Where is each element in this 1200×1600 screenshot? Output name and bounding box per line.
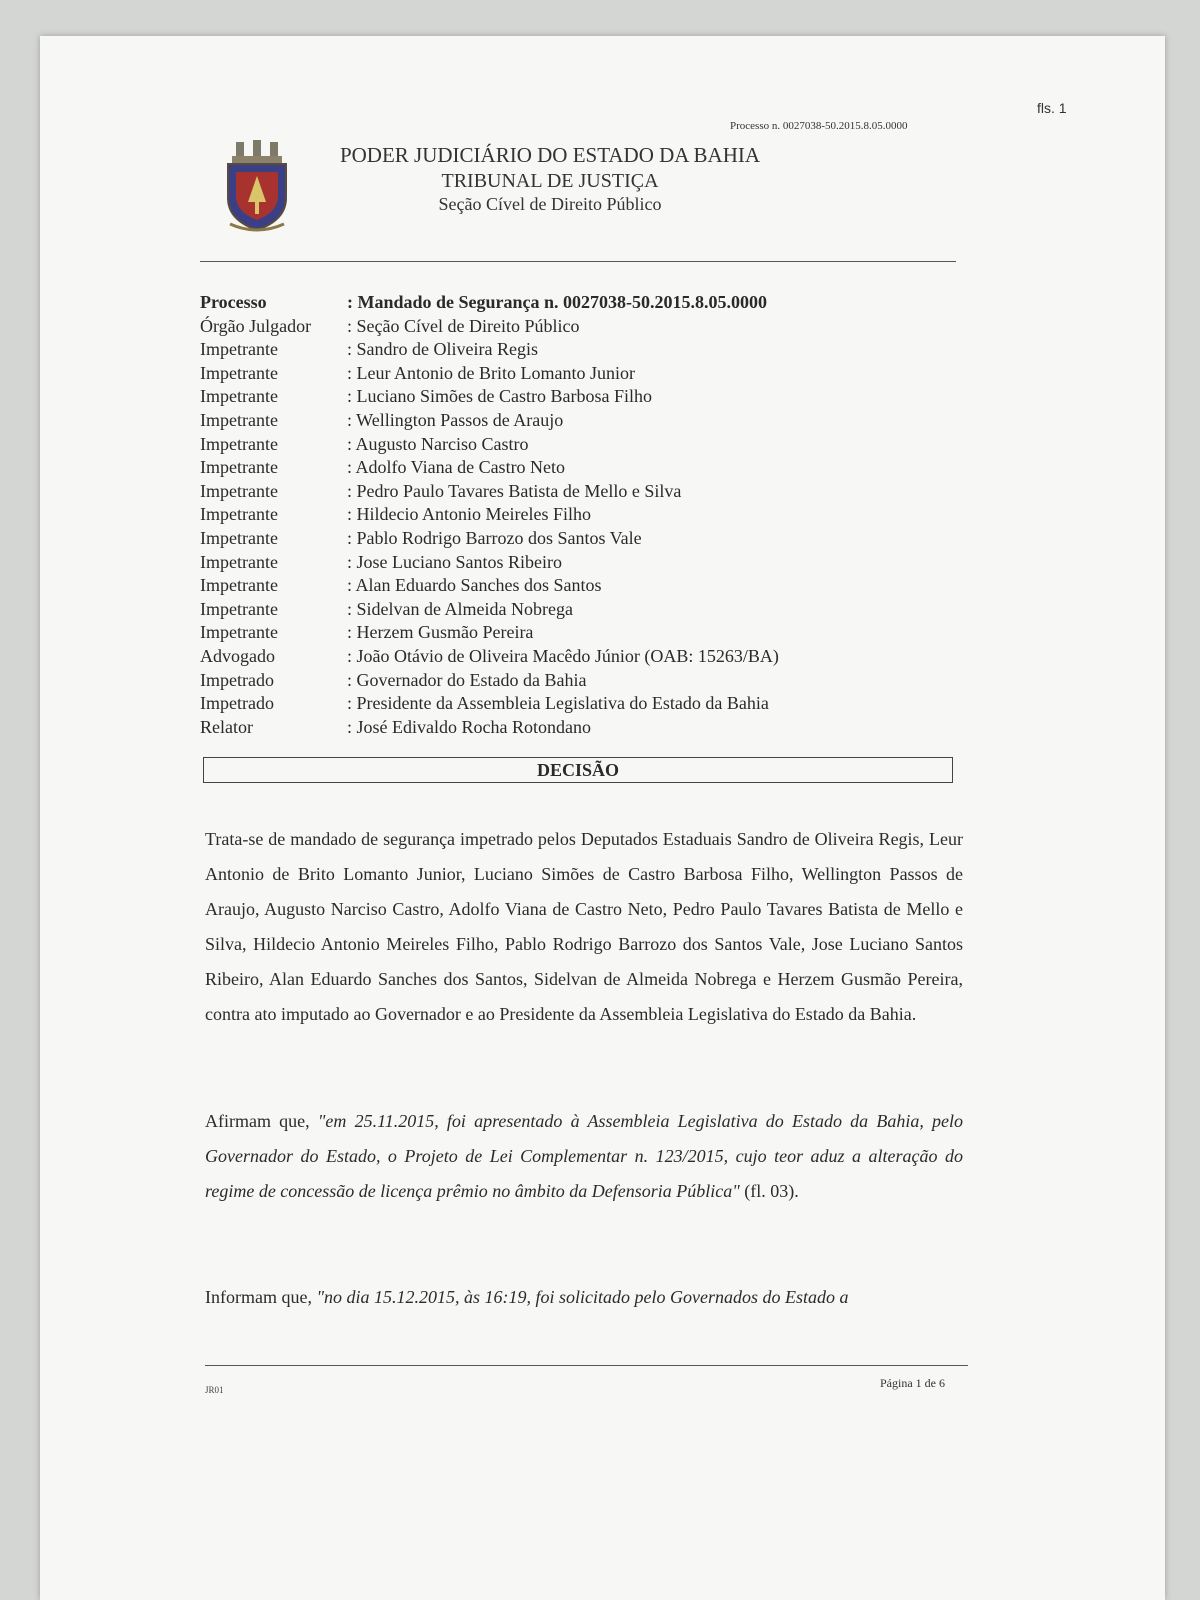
page-number: Página 1 de 6: [880, 1376, 945, 1390]
meta-label: Impetrante: [200, 480, 278, 501]
meta-row: [200, 692, 960, 716]
meta-label: Impetrante: [200, 575, 278, 596]
court-name: PODER JUDICIÁRIO DO ESTADO DA BAHIA: [339, 143, 761, 167]
footer-divider: [205, 1365, 968, 1366]
meta-label: Impetrante: [200, 622, 278, 643]
meta-label: Impetrado: [200, 693, 274, 714]
meta-label: Impetrante: [200, 527, 278, 548]
meta-row: [200, 480, 960, 504]
meta-label: Impetrado: [200, 669, 274, 690]
meta-label: Impetrante: [200, 504, 278, 525]
meta-value: : Luciano Simões de Castro Barbosa Filho: [347, 386, 652, 407]
meta-row: [200, 669, 960, 693]
meta-row: [200, 338, 960, 362]
paragraph-intro: Trata-se de mandado de segurança impetrado pelos Deputados Estaduais Sandro de Oliveira Regis, Leur Antonio de Brito Lomanto Junior, Luciano Simões de Castro Barbosa Filho, Wellington Passos de Araujo, Augusto Narciso Castro, Adolfo Viana de Castro Neto, Pedro Paulo Tavares Batista de Mello e Silva, Hildecio Antonio Meireles Filho, Pablo Rodrigo Barrozo dos Santos Vale, Jose Luciano Santos Ribeiro, Alan Eduardo Sanches dos Santos, Sidelvan de Almeida Nobrega e Herzem Gusmão Pereira, contra ato imputado ao Governador e ao Presidente da Assembleia Legislativa do Estado da Bahia.: [205, 829, 963, 1024]
paragraph-affirm: [205, 1104, 963, 1209]
meta-label: Impetrante: [200, 339, 278, 360]
footer-code: JR01: [205, 1385, 224, 1395]
meta-row: [200, 527, 960, 551]
meta-value: : Governador do Estado da Bahia: [347, 669, 587, 690]
meta-label: Órgão Julgador: [200, 315, 312, 336]
meta-label: Impetrante: [200, 433, 278, 454]
meta-label: Relator: [200, 716, 253, 737]
paragraph-inform: [205, 1280, 963, 1315]
meta-value: : João Otávio de Oliveira Macêdo Júnior (OAB: 15263/BA): [347, 645, 779, 666]
meta-value: : Presidente da Assembleia Legislativa do Estado da Bahia: [347, 693, 769, 714]
case-metadata: [200, 291, 960, 739]
meta-row: [200, 598, 960, 622]
meta-label: Advogado: [200, 645, 275, 666]
meta-value: : Pablo Rodrigo Barrozo dos Santos Vale: [347, 527, 642, 548]
meta-value: : Hildecio Antonio Meireles Filho: [347, 504, 591, 525]
meta-value: : Herzem Gusmão Pereira: [347, 622, 534, 643]
coat-of-arms-icon: [222, 140, 292, 235]
quoted-text: "em 25.11.2015, foi apresentado à Assembleia Legislativa do Estado da Bahia, pelo Governador do Estado, o Projeto de Lei Complementar n. 123/2015, cujo teor aduz a alteração do regime de concessão de licença prêmio no âmbito da Defensoria Pública": [205, 1111, 964, 1201]
meta-row: [200, 716, 960, 740]
meta-row: [200, 409, 960, 433]
process-number-header: Processo n. 0027038-50.2015.8.05.0000: [730, 120, 908, 132]
meta-value: : Mandado de Segurança n. 0027038-50.2015.8.05.0000: [347, 292, 768, 312]
meta-row: [200, 315, 960, 339]
meta-label: Impetrante: [200, 598, 278, 619]
citation: (fl. 03).: [739, 1181, 799, 1201]
meta-value: : José Edivaldo Rocha Rotondano: [347, 716, 591, 737]
meta-row: [200, 456, 960, 480]
tribunal-name: TRIBUNAL DE JUSTIÇA: [441, 170, 659, 192]
meta-row: [200, 621, 960, 645]
meta-row: [200, 362, 960, 386]
meta-value: : Pedro Paulo Tavares Batista de Mello e Silva: [347, 480, 682, 501]
meta-value: : Jose Luciano Santos Ribeiro: [347, 551, 562, 572]
header-divider: [200, 261, 956, 262]
meta-value: : Sandro de Oliveira Regis: [347, 339, 538, 360]
meta-label: Impetrante: [200, 457, 278, 478]
decision-title: DECISÃO: [203, 757, 953, 783]
meta-value: : Adolfo Viana de Castro Neto: [347, 457, 566, 478]
meta-row: [200, 645, 960, 669]
paragraph-lead: Afirmam que,: [205, 1111, 318, 1131]
paragraph-lead: Informam que,: [205, 1287, 317, 1307]
meta-value: : Seção Cível de Direito Público: [347, 315, 580, 336]
meta-row: [200, 385, 960, 409]
meta-value: : Alan Eduardo Sanches dos Santos: [347, 575, 602, 596]
meta-label: Impetrante: [200, 386, 278, 407]
folio-number: fls. 1: [1037, 100, 1067, 116]
meta-row: [200, 503, 960, 527]
meta-row: [200, 574, 960, 598]
meta-row: [200, 433, 960, 457]
meta-value: : Wellington Passos de Araujo: [347, 409, 564, 430]
meta-label: Impetrante: [200, 409, 278, 430]
meta-value: : Augusto Narciso Castro: [347, 433, 529, 454]
meta-label: Impetrante: [200, 362, 278, 383]
meta-value: : Leur Antonio de Brito Lomanto Junior: [347, 362, 635, 383]
quoted-text: "no dia 15.12.2015, às 16:19, foi solicitado pelo Governados do Estado a: [316, 1287, 849, 1307]
meta-row: [200, 551, 960, 575]
meta-label: Processo: [200, 292, 267, 312]
section-name: Seção Cível de Direito Público: [438, 194, 662, 214]
meta-value: : Sidelvan de Almeida Nobrega: [347, 598, 573, 619]
meta-row: [200, 291, 960, 315]
meta-label: Impetrante: [200, 551, 278, 572]
